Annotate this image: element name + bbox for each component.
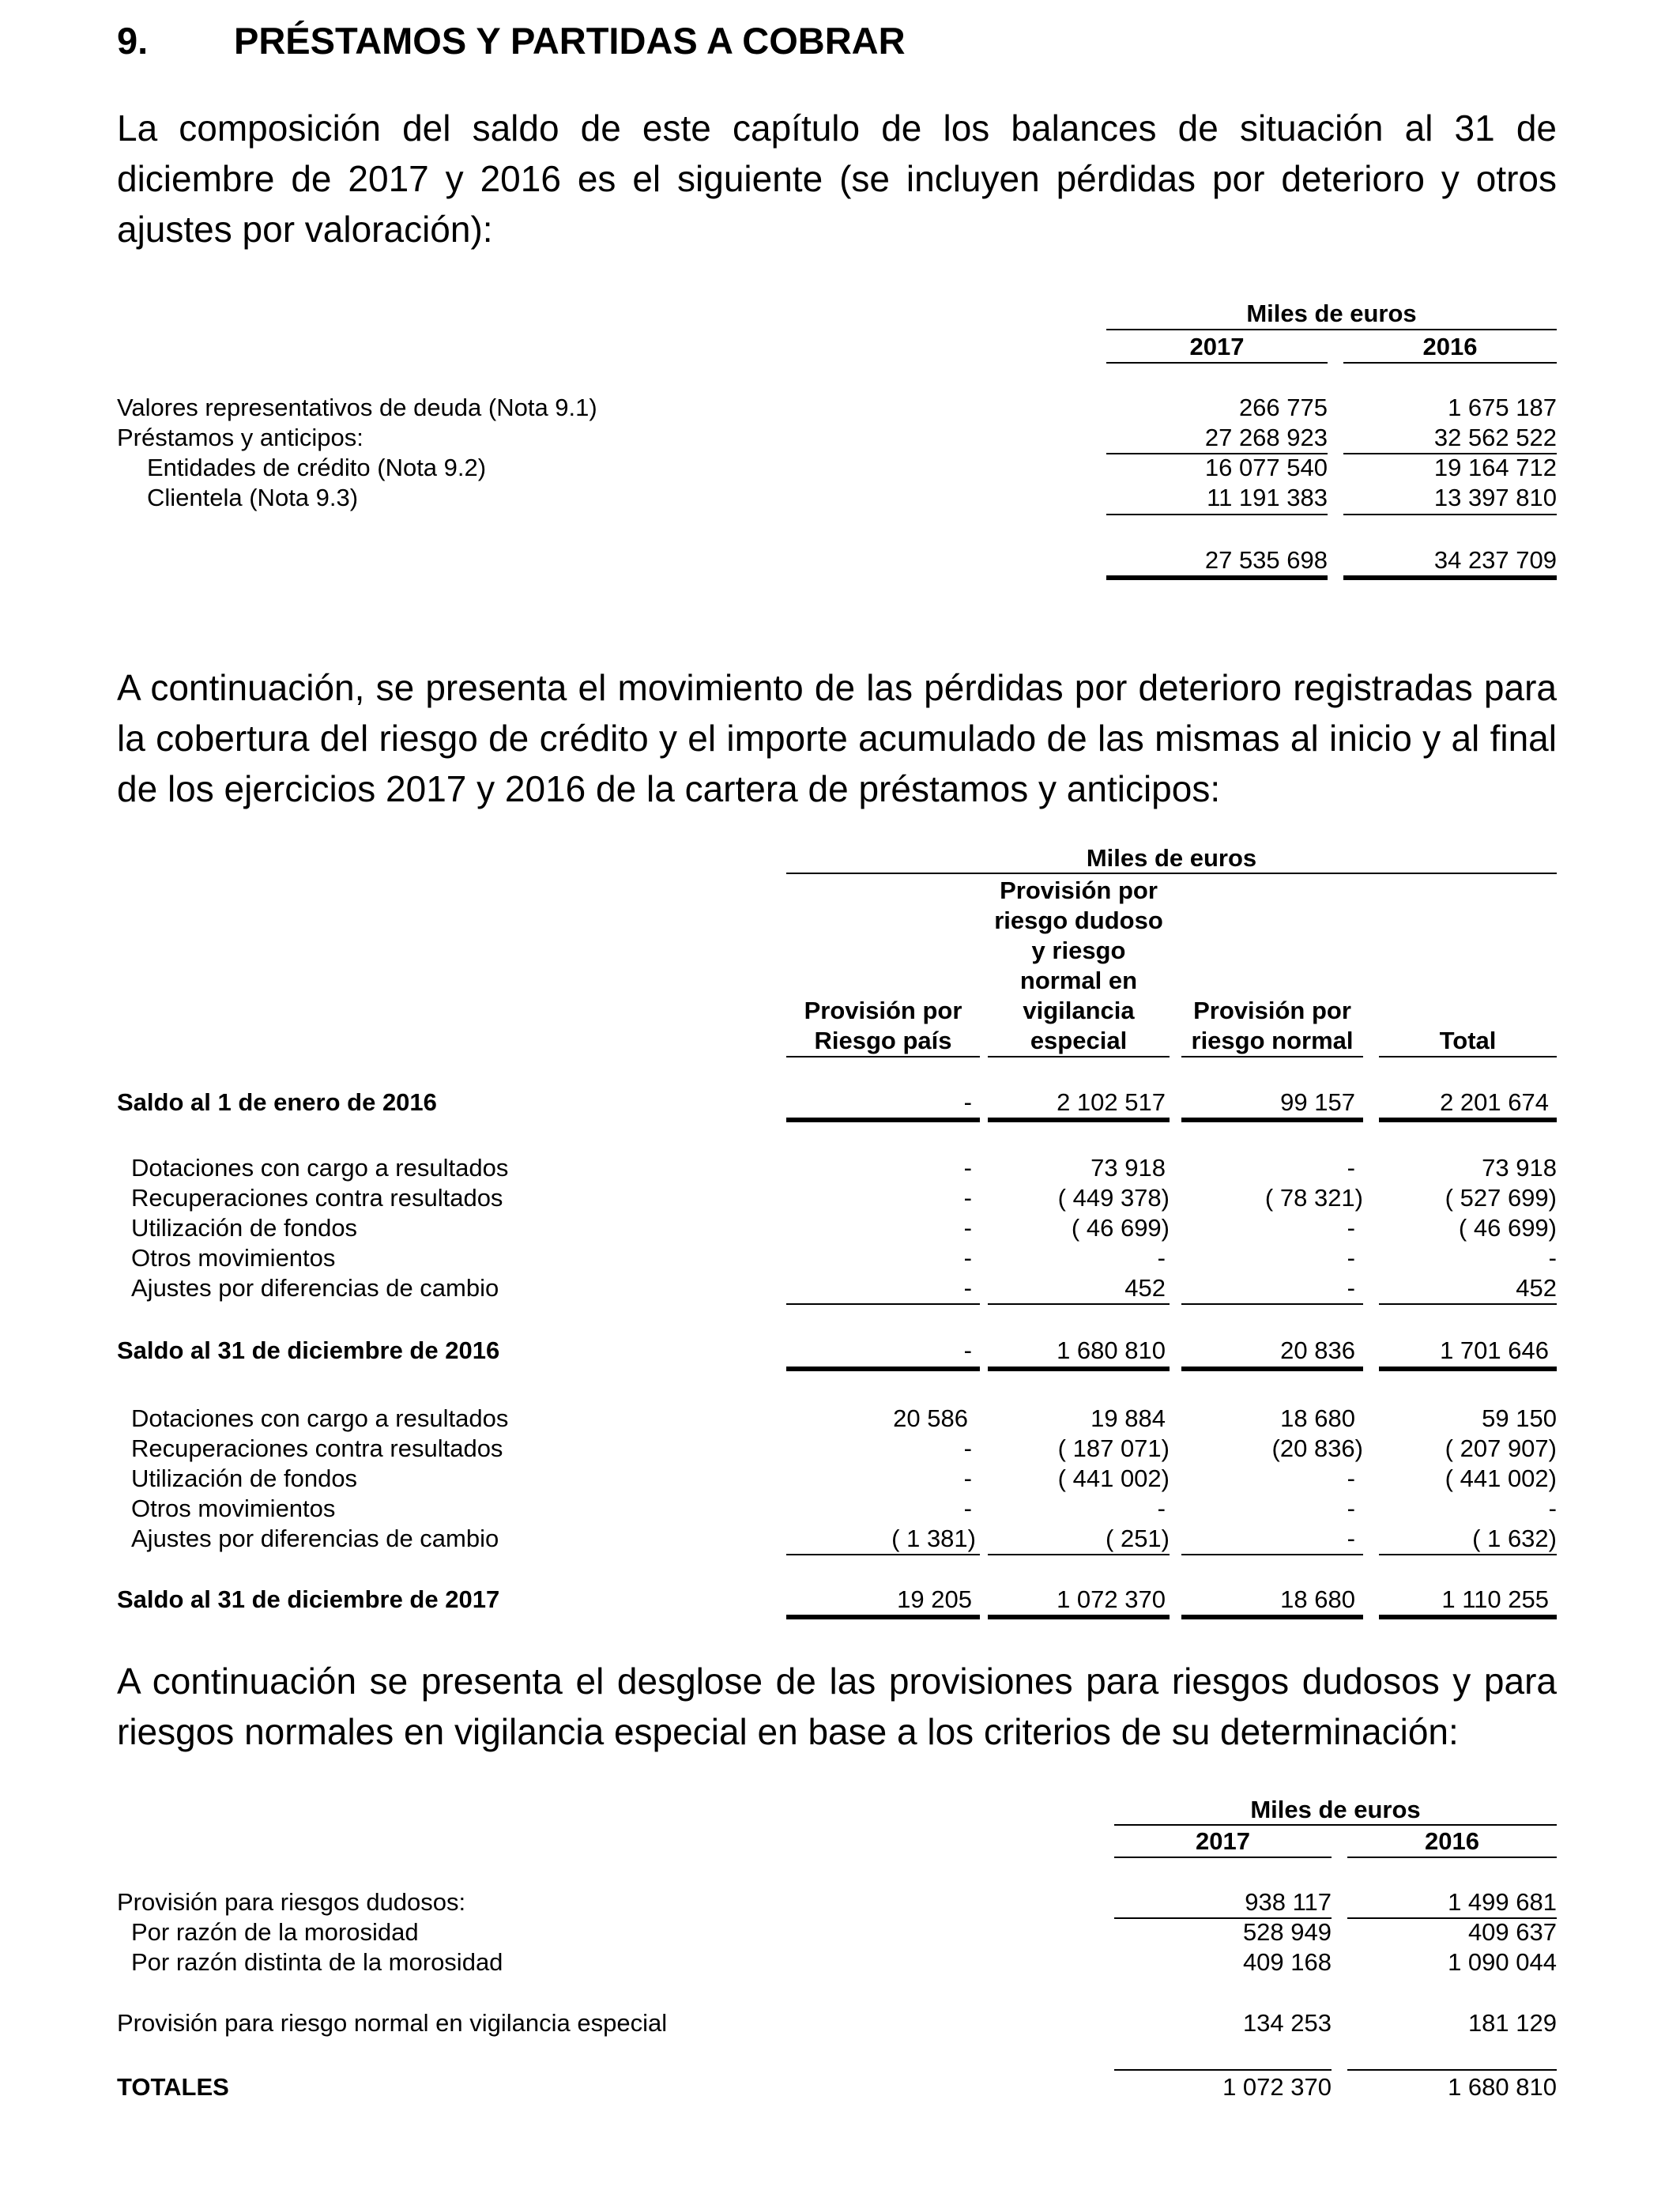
table1-row-label: Clientela (Nota 9.3) bbox=[147, 484, 359, 511]
table2-movement-pais: - bbox=[963, 1434, 972, 1462]
table1-header-rule bbox=[1106, 329, 1557, 330]
table2-balance-total: 1 701 646 bbox=[1440, 1336, 1549, 1364]
table2-balance-total: 2 201 674 bbox=[1440, 1088, 1549, 1116]
table2-movement-total: ( 46 699) bbox=[1458, 1214, 1557, 1242]
table1-total-double-rule-2016 bbox=[1343, 575, 1557, 580]
table3-total-rule-2016 bbox=[1347, 2069, 1557, 2071]
table2-header-rule bbox=[786, 873, 1557, 874]
table3-row-value-2017: 409 168 bbox=[1242, 1948, 1332, 1976]
table3-row-label: Provisión para riesgos dudosos: bbox=[117, 1888, 466, 1916]
table2-balance-rule bbox=[786, 1367, 980, 1371]
table2-movement-total: 452 bbox=[1516, 1274, 1557, 1302]
table2-header-dudoso-line6: especial bbox=[1030, 1027, 1128, 1054]
table2-balance-rule bbox=[1181, 1615, 1363, 1619]
table2-balance-dudoso: 2 102 517 bbox=[1057, 1088, 1166, 1116]
table2-movement-normal: - bbox=[1347, 1465, 1355, 1492]
table1-row-value-2016: 32 562 522 bbox=[1433, 424, 1557, 451]
table2-movement-total: ( 1 632) bbox=[1472, 1525, 1557, 1552]
table2-movement-dudoso: - bbox=[1157, 1495, 1166, 1522]
table2-movement-dudoso: - bbox=[1157, 1244, 1166, 1272]
table2-balance-label: Saldo al 1 de enero de 2016 bbox=[117, 1088, 437, 1116]
table2-balance-normal: 18 680 bbox=[1280, 1585, 1355, 1613]
table1-row-label: Préstamos y anticipos: bbox=[117, 424, 363, 451]
table2-subtotal-rule bbox=[988, 1554, 1170, 1555]
table2-subtotal-rule bbox=[1379, 1303, 1557, 1305]
table2-header-dudoso-line5: vigilancia bbox=[1023, 997, 1135, 1024]
table2-movement-dudoso: 452 bbox=[1124, 1274, 1166, 1302]
table1-row-value-2016: 19 164 712 bbox=[1433, 454, 1557, 481]
table3-year-rule-2017 bbox=[1114, 1857, 1332, 1858]
table2-movement-total: - bbox=[1548, 1495, 1557, 1522]
table2-movement-label: Ajustes por diferencias de cambio bbox=[131, 1274, 499, 1302]
table2-header-normal-line2: riesgo normal bbox=[1191, 1027, 1354, 1054]
table2-balance-label: Saldo al 31 de diciembre de 2017 bbox=[117, 1585, 500, 1613]
table2-movement-total: 59 150 bbox=[1482, 1404, 1557, 1432]
table3-col-2017: 2017 bbox=[1196, 1827, 1250, 1855]
table2-movement-dudoso: ( 251) bbox=[1106, 1525, 1170, 1552]
table2-movement-normal: - bbox=[1347, 1274, 1355, 1302]
table3-row-label: Por razón distinta de la morosidad bbox=[131, 1948, 503, 1976]
table2-header-dudoso-line4: normal en bbox=[1019, 967, 1138, 994]
table3-row-value-2016: 181 129 bbox=[1467, 2009, 1557, 2037]
section-title: PRÉSTAMOS Y PARTIDAS A COBRAR bbox=[234, 20, 906, 62]
table2-balance-rule bbox=[1379, 1367, 1557, 1371]
table3-year-rule-2016 bbox=[1347, 1857, 1557, 1858]
table1-row-value-2017: 266 775 bbox=[1238, 394, 1328, 421]
table3-row-value-2016: 1 499 681 bbox=[1448, 1888, 1557, 1916]
table1-row-value-2017: 11 191 383 bbox=[1207, 484, 1328, 511]
table2-subtotal-rule bbox=[1181, 1554, 1363, 1555]
table3-total-2016: 1 680 810 bbox=[1448, 2073, 1557, 2101]
table2-movement-dudoso: ( 187 071) bbox=[1057, 1434, 1170, 1462]
intro-paragraph: La composición del saldo de este capítulo de los balances de situación al 31 de diciembre de 2017 y 2016 es el siguiente (se incluyen pérdidas por deterioro y otros ajustes por valoración): bbox=[117, 107, 1557, 250]
table2-balance-rule bbox=[988, 1615, 1170, 1619]
table2-movement-normal: - bbox=[1347, 1214, 1355, 1242]
table1-total-2016: 34 237 709 bbox=[1433, 546, 1557, 574]
table1-col-2017: 2017 bbox=[1189, 333, 1245, 360]
table2-balance-pais: - bbox=[963, 1336, 972, 1364]
table2-header-rule-normal bbox=[1181, 1056, 1363, 1057]
table2-movement-label: Dotaciones con cargo a resultados bbox=[131, 1154, 509, 1182]
table2-movement-dudoso: 73 918 bbox=[1090, 1154, 1166, 1182]
table3-header-rule bbox=[1114, 1824, 1557, 1826]
table2-subtotal-rule bbox=[1181, 1303, 1363, 1305]
table2-movement-pais: - bbox=[963, 1495, 972, 1522]
table3-row-value-2016: 1 090 044 bbox=[1448, 1948, 1557, 1976]
table2-balance-pais: 19 205 bbox=[897, 1585, 972, 1613]
table2-movement-total: 73 918 bbox=[1482, 1154, 1557, 1182]
table2-movement-label: Utilización de fondos bbox=[131, 1465, 358, 1492]
table2-movement-pais: 20 586 bbox=[893, 1404, 968, 1432]
table1-row-label: Entidades de crédito (Nota 9.2) bbox=[147, 454, 487, 481]
table2-movement-pais: - bbox=[963, 1214, 972, 1242]
table3-row-label: Por razón de la morosidad bbox=[131, 1918, 419, 1946]
table1-row-label: Valores representativos de deuda (Nota 9.1) bbox=[117, 394, 597, 421]
table2-unit-header: Miles de euros bbox=[1086, 844, 1257, 872]
table2-movement-label: Dotaciones con cargo a resultados bbox=[131, 1404, 509, 1432]
table1-row-value-2017: 16 077 540 bbox=[1204, 454, 1328, 481]
section-heading bbox=[117, 19, 906, 62]
table2-movement-normal: ( 78 321) bbox=[1264, 1184, 1363, 1212]
table2-movement-label: Recuperaciones contra resultados bbox=[131, 1184, 503, 1212]
table2-movement-label: Utilización de fondos bbox=[131, 1214, 358, 1242]
table2-movement-label: Ajustes por diferencias de cambio bbox=[131, 1525, 499, 1552]
table3-row-value-2017: 134 253 bbox=[1242, 2009, 1332, 2037]
table2-header-pais-line2: Riesgo país bbox=[814, 1027, 952, 1054]
table1-total-2017: 27 535 698 bbox=[1204, 546, 1328, 574]
table2-header-dudoso-line1: Provisión por bbox=[1000, 876, 1158, 904]
table2-balance-rule bbox=[1181, 1367, 1363, 1371]
table2-balance-normal: 20 836 bbox=[1280, 1336, 1355, 1364]
table2-balance-rule bbox=[1379, 1615, 1557, 1619]
table1-total-top-rule-2016 bbox=[1343, 514, 1557, 515]
table2-header-pais-line1: Provisión por bbox=[804, 997, 962, 1024]
table2-header-rule-dudoso bbox=[988, 1056, 1170, 1057]
table2-movement-total: ( 441 002) bbox=[1445, 1465, 1557, 1492]
table2-header-total: Total bbox=[1439, 1027, 1497, 1054]
table2-balance-pais: - bbox=[963, 1088, 972, 1116]
table2-movement-dudoso: 19 884 bbox=[1090, 1404, 1166, 1432]
table2-movement-label: Recuperaciones contra resultados bbox=[131, 1434, 503, 1462]
section-number: 9. bbox=[117, 20, 149, 62]
table2-header-rule-total bbox=[1379, 1056, 1557, 1057]
table1-unit-header: Miles de euros bbox=[1246, 300, 1417, 327]
table2-movement-pais: - bbox=[963, 1244, 972, 1272]
table2-movement-pais: ( 1 381) bbox=[891, 1525, 976, 1552]
table2-movement-label: Otros movimientos bbox=[131, 1495, 336, 1522]
table2-header-dudoso-line3: y riesgo bbox=[1031, 937, 1126, 964]
table3-total-label: TOTALES bbox=[117, 2073, 229, 2101]
table3-row-value-2017: 938 117 bbox=[1245, 1888, 1332, 1916]
table2-movement-total: ( 207 907) bbox=[1445, 1434, 1557, 1462]
table2-movement-pais: - bbox=[963, 1154, 972, 1182]
table2-balance-normal: 99 157 bbox=[1280, 1088, 1355, 1116]
table1-total-double-rule-2017 bbox=[1106, 575, 1328, 580]
table2-balance-rule bbox=[786, 1118, 980, 1122]
table2-balance-rule bbox=[786, 1615, 980, 1619]
table2-subtotal-rule bbox=[988, 1303, 1170, 1305]
table2-movement-dudoso: ( 46 699) bbox=[1071, 1214, 1170, 1242]
table2-balance-label: Saldo al 31 de diciembre de 2016 bbox=[117, 1336, 500, 1364]
table2-movement-normal: - bbox=[1347, 1525, 1355, 1552]
breakdown-paragraph: A continuación se presenta el desglose de las provisiones para riesgos dudosos y para riesgos normales en vigilancia especial en base a los criterios de su determinación: bbox=[117, 1661, 1557, 1752]
table2-balance-rule bbox=[1181, 1118, 1363, 1122]
table2-movement-total: - bbox=[1548, 1244, 1557, 1272]
table2-header-rule-pais bbox=[786, 1056, 980, 1057]
table1-col-2016: 2016 bbox=[1422, 333, 1478, 360]
table3-row-value-2016: 409 637 bbox=[1467, 1918, 1557, 1946]
table1-row-value-2017: 27 268 923 bbox=[1204, 424, 1328, 451]
table3-total-rule-2017 bbox=[1114, 2069, 1332, 2071]
table3-row-label: Provisión para riesgo normal en vigilancia especial bbox=[117, 2009, 668, 2037]
table2-movement-pais: - bbox=[963, 1465, 972, 1492]
table1-total-top-rule-2017 bbox=[1106, 514, 1328, 515]
table2-header-dudoso-line2: riesgo dudoso bbox=[994, 907, 1163, 934]
table1-row-value-2016: 1 675 187 bbox=[1448, 394, 1557, 421]
table2-balance-rule bbox=[988, 1118, 1170, 1122]
table3-col-2016: 2016 bbox=[1425, 1827, 1479, 1855]
table2-header-normal-line1: Provisión por bbox=[1193, 997, 1351, 1024]
table2-movement-pais: - bbox=[963, 1184, 972, 1212]
table2-movement-pais: - bbox=[963, 1274, 972, 1302]
table2-balance-rule bbox=[1379, 1118, 1557, 1122]
table2-subtotal-rule bbox=[1379, 1554, 1557, 1555]
table2-movement-dudoso: ( 441 002) bbox=[1057, 1465, 1170, 1492]
table2-movement-dudoso: ( 449 378) bbox=[1057, 1184, 1170, 1212]
table1-row-value-2016: 13 397 810 bbox=[1433, 484, 1557, 511]
table2-movement-normal: 18 680 bbox=[1280, 1404, 1355, 1432]
table3-total-2017: 1 072 370 bbox=[1222, 2073, 1332, 2101]
table3-row-value-2017: 528 949 bbox=[1242, 1918, 1332, 1946]
table1-year-rule-2017 bbox=[1106, 362, 1328, 364]
table2-subtotal-rule bbox=[786, 1554, 980, 1555]
table2-movement-label: Otros movimientos bbox=[131, 1244, 336, 1272]
table2-subtotal-rule bbox=[786, 1303, 980, 1305]
table2-balance-dudoso: 1 072 370 bbox=[1057, 1585, 1166, 1613]
table2-balance-total: 1 110 255 bbox=[1441, 1585, 1549, 1613]
movement-paragraph: A continuación, se presenta el movimiento de las pérdidas por deterioro registradas para la cobertura del riesgo de crédito y el importe acumulado de las mismas al inicio y al final de los ejercicios 2017 y 2016 de la cartera de préstamos y anticipos: bbox=[117, 667, 1557, 809]
table2-movement-normal: (20 836) bbox=[1271, 1434, 1363, 1462]
table2-movement-normal: - bbox=[1347, 1495, 1355, 1522]
table2-balance-dudoso: 1 680 810 bbox=[1057, 1336, 1166, 1364]
table2-movement-normal: - bbox=[1347, 1154, 1355, 1182]
table2-movement-normal: - bbox=[1347, 1244, 1355, 1272]
table2-movement-total: ( 527 699) bbox=[1445, 1184, 1557, 1212]
table1-year-rule-2016 bbox=[1343, 362, 1557, 364]
table3-unit-header: Miles de euros bbox=[1250, 1796, 1421, 1823]
table2-balance-rule bbox=[988, 1367, 1170, 1371]
